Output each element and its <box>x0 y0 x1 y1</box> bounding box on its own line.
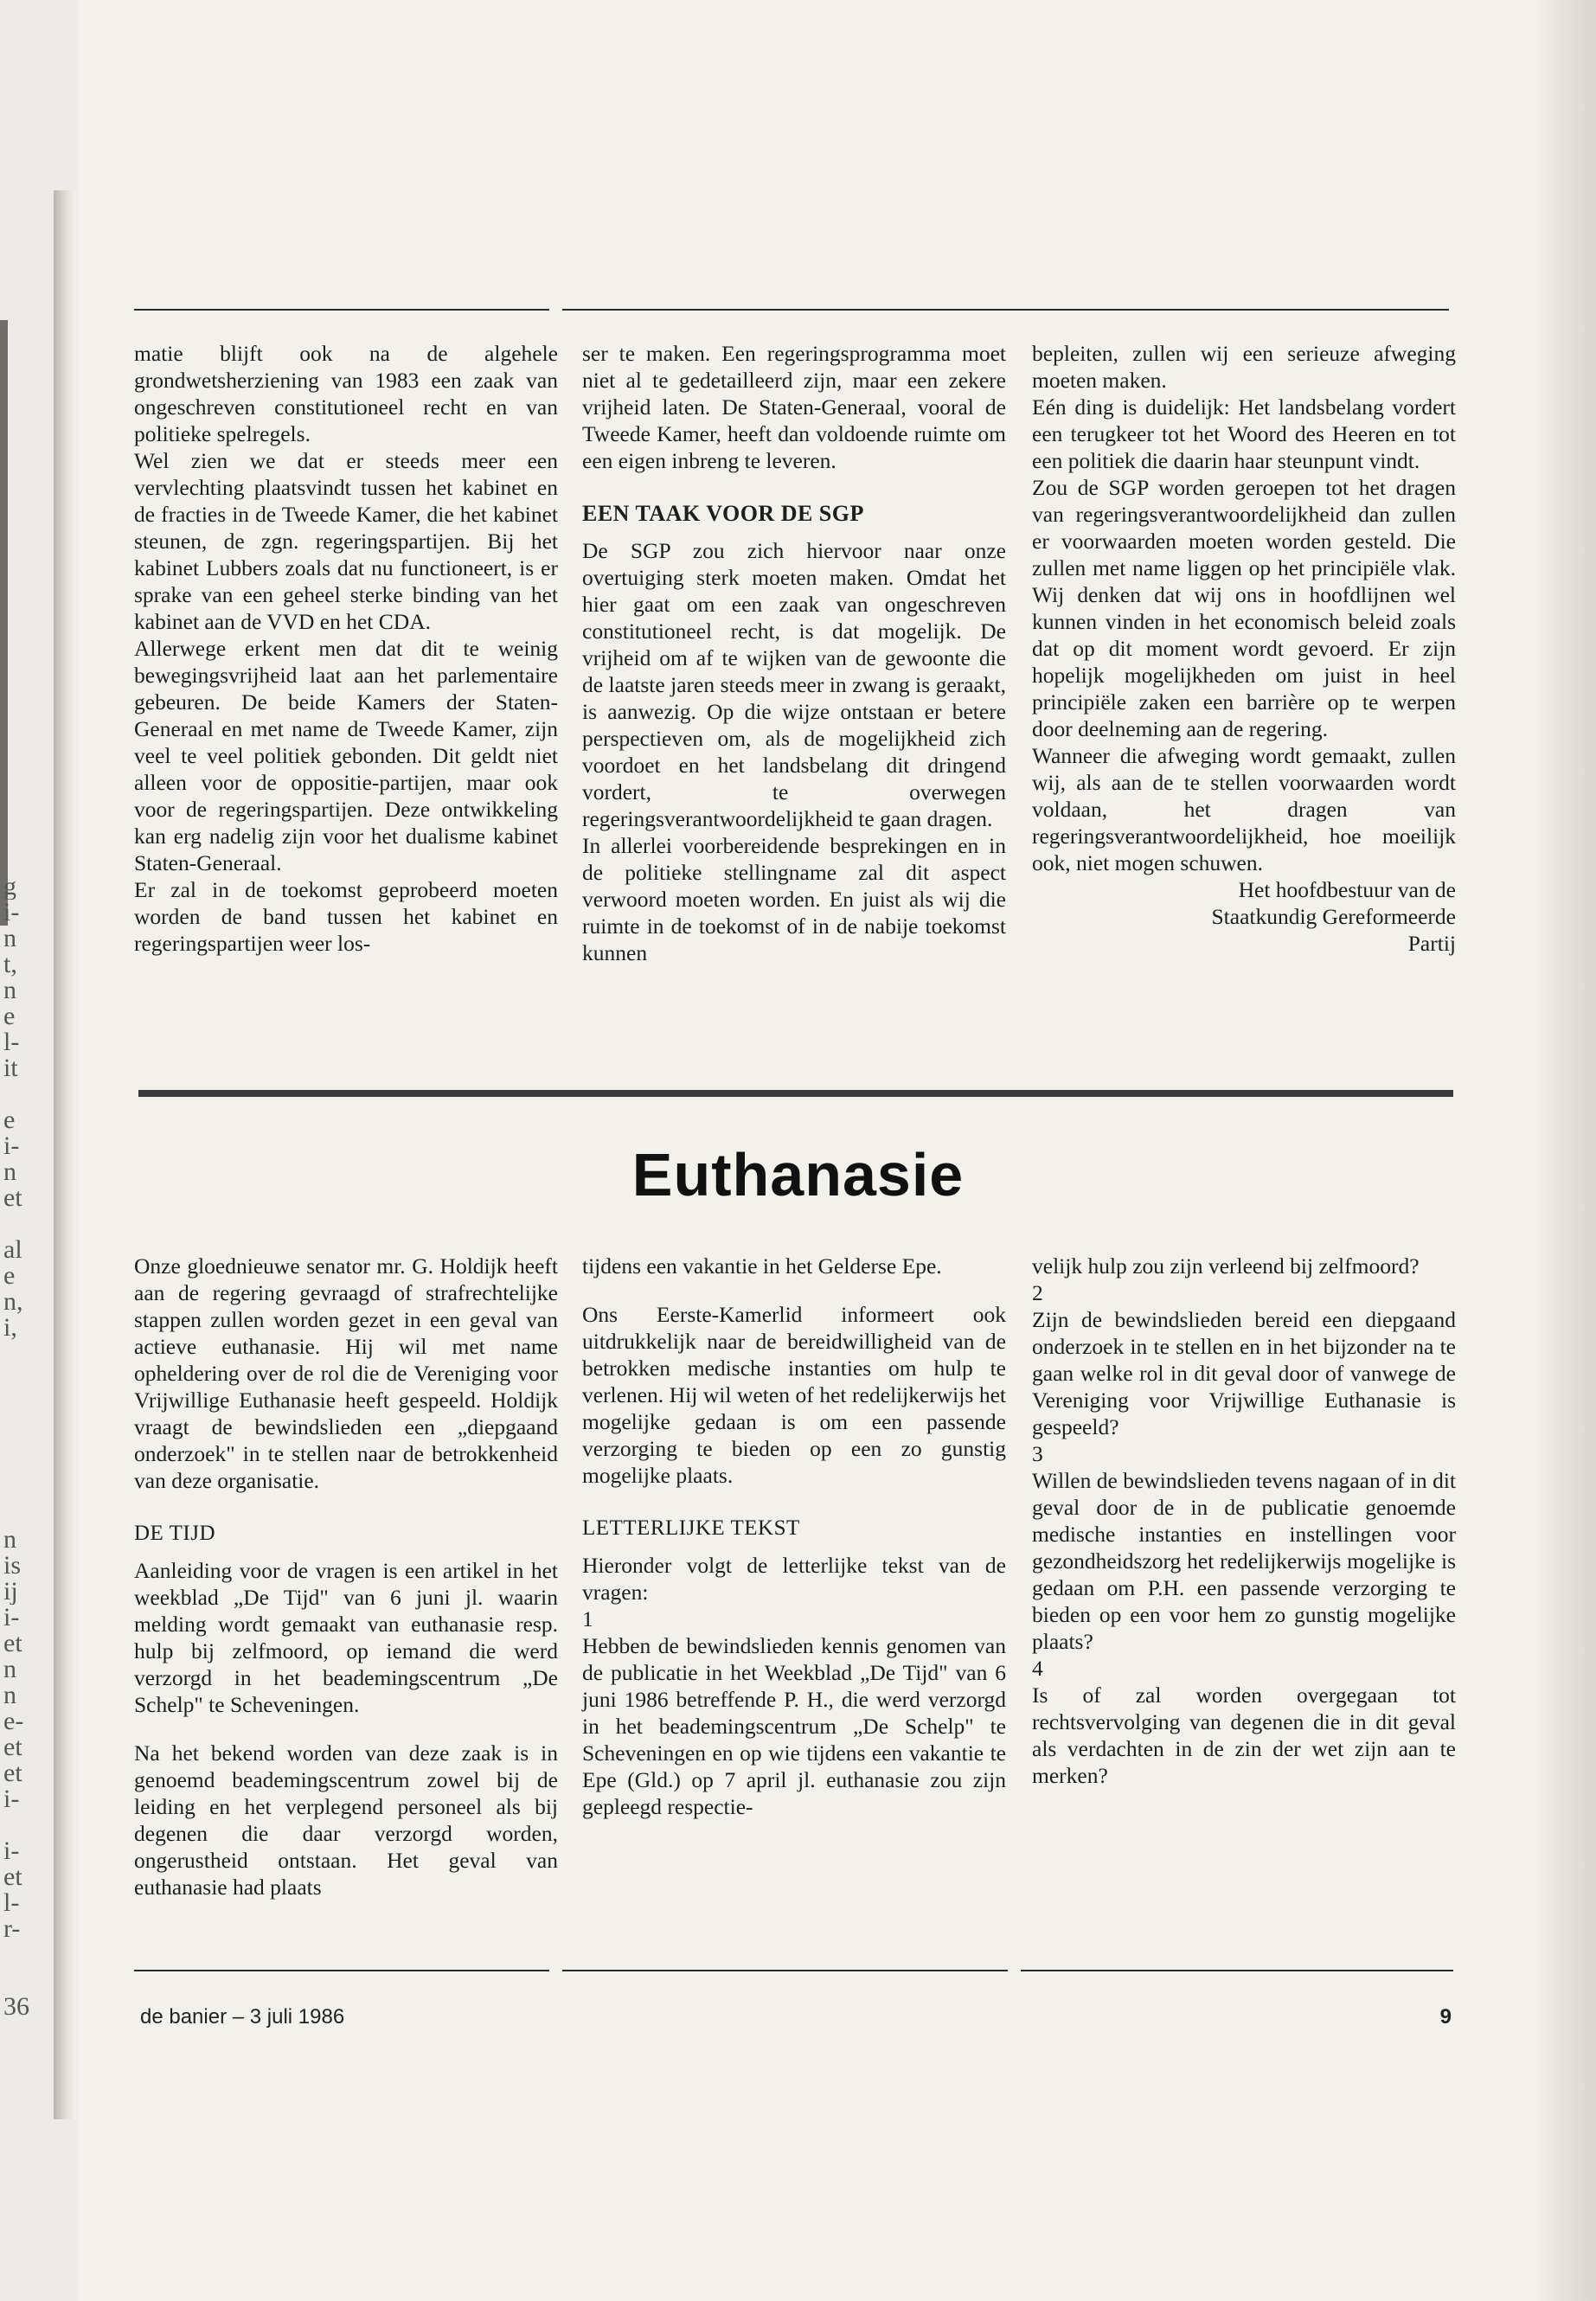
column-bottom-rule <box>1021 1970 1453 1971</box>
paragraph: Zou de SGP worden geroepen tot het dragen van regeringsverantwoordelijkheid dan zullen er voorwaarden moeten worden gesteld. Die zullen met name liggen op het principiële vlak. Wij denken dat wij ons in hoofdlijnen wel kunnen vinden in het economisch beleid zoals dat op dit moment wordt gevoerd. Er zijn hopelijk mogelijkheden om juist in heel principiële zaken een barrière op te werpen door deelneming aan de regering. <box>1032 475 1456 741</box>
margin-fragment: et <box>3 1734 22 1760</box>
margin-fragment: i- <box>3 1605 20 1631</box>
margin-fragment: n <box>3 1657 16 1682</box>
margin-fragment: n <box>3 926 16 952</box>
margin-fragment: n <box>3 1159 16 1185</box>
margin-fragment: al <box>3 1237 22 1263</box>
question-text: Is of zal worden overgegaan tot rechtsvervolging van degenen die in dit geval als verdachten in de zin der wet zijn aan te merken? <box>1032 1682 1456 1788</box>
margin-fragment: g <box>3 874 16 900</box>
margin-fragment: ij <box>3 1579 18 1605</box>
margin-strip-lower <box>3 1527 38 2020</box>
margin-fragment <box>3 1211 38 1237</box>
column-top-rule <box>134 309 549 311</box>
margin-fragment: e <box>3 1003 16 1029</box>
margin-fragment: et <box>3 1185 22 1211</box>
question-text: Willen de bewindslieden tevens nagaan of in dit geval door de in de publicatie genoemde medische instanties en instellingen voor gezondheidszorg het redelijkerwijs mogelijke is gedaan om P.H. een passende verzorging te bieden op een voor hem zo gunstig mogelijke plaats? <box>1032 1468 1456 1654</box>
signature-line: Partij <box>1407 931 1456 956</box>
margin-fragment: t, <box>3 952 17 977</box>
signature-line: Staatkundig Gereformeerde <box>1211 904 1456 929</box>
bottom-article-column-3 <box>1032 1253 1456 1789</box>
margin-fragment: et <box>3 1864 22 1890</box>
column-top-rule <box>562 309 1449 311</box>
margin-fragment: r- <box>3 1916 21 1942</box>
margin-fragment <box>3 1942 38 1968</box>
section-heading: EEN TAAK VOOR DE SGP <box>582 501 864 526</box>
margin-fragment: l- <box>3 1890 20 1916</box>
paragraph: Onze gloednieuwe senator mr. G. Holdijk heeft aan de regering gevraagd of strafrechtelijke stappen zullen worden gezet in een geval van actieve euthanasie. Hij wil met name opheldering over de rol die de Vereniging voor Vrijwillige Euthanasie heeft gespeeld. Holdijk vraagt de bewindslieden een „diepgaand onderzoek" in te stellen naar de betrokkenheid van deze organisatie. <box>134 1253 558 1493</box>
paragraph: Aanleiding voor de vragen is een artikel in het weekblad „De Tijd" van 6 juni jl. waarin melding wordt gemaakt van euthanasie resp. hulp bij zelfmoord, op iemand die werd verzorgd in het beademingscentrum „De Schelp" te Scheveningen. <box>134 1558 558 1717</box>
section-heading: DE TIJD <box>134 1522 216 1545</box>
question-number: 4 <box>1032 1656 1043 1681</box>
paragraph: Allerwege erkent men dat dit te weinig bewegingsvrijheid laat aan het parlementaire gebeuren. De beide Kamers der Staten-Generaal en met name de Tweede Kamer, zijn veel te veel politiek gebonden. Dit geldt niet alleen voor de oppositie-partijen, maar ook voor de regeringspartijen. Deze ontwikkeling kan erg nadelig zijn voor het dualisme kabinet Staten-Generaal. <box>134 636 558 875</box>
margin-fragment: i- <box>3 1786 20 1812</box>
question-text: Zijn de bewindslieden bereid een diepgaand onderzoek in te stellen en in het bijzonder na te gaan welke rol in dit geval door of vanwege de Vereniging voor Vrijwillige Euthanasie is gespeeld? <box>1032 1307 1456 1439</box>
margin-fragment: e <box>3 1263 16 1289</box>
margin-fragment: et <box>3 1760 22 1786</box>
margin-fragment: l- <box>3 1029 20 1055</box>
margin-fragment <box>3 1968 38 1994</box>
question-number: 1 <box>582 1606 593 1631</box>
margin-fragment: e- <box>3 1708 24 1734</box>
paragraph: Eén ding is duidelijk: Het landsbelang vordert een terugkeer tot het Woord des Heeren en tot een politiek die daarin haar steunpunt vindt. <box>1032 394 1456 473</box>
margin-fragment: i- <box>3 1838 20 1864</box>
paragraph: Wanneer die afweging wordt gemaakt, zullen wij, als aan de te stellen voorwaarden wordt voldaan, het dragen van regeringsverantwoordelijkheid, hoe moeilijk ook, niet mogen schuwen. <box>1032 743 1456 875</box>
margin-strip-upper <box>3 874 38 1341</box>
paragraph: Hieronder volgt de letterlijke tekst van de vragen: <box>582 1553 1006 1605</box>
paragraph: bepleiten, zullen wij een serieuze afweging moeten maken. <box>1032 341 1456 393</box>
page-number: 9 <box>1439 2005 1452 2029</box>
top-article-column-2 <box>582 340 1006 966</box>
margin-fragment: n <box>3 1682 16 1708</box>
paragraph: In allerlei voorbereidende besprekingen en in de politieke stellingname zal dit aspect verwoord moeten worden. En juist als wij die ruimte in de toekomst of in de nabije toekomst kunnen <box>582 833 1006 965</box>
question-number: 2 <box>1032 1280 1043 1305</box>
margin-fragment: is <box>3 1553 22 1579</box>
footer-publication: de banier – 3 juli 1986 <box>140 2005 345 2029</box>
margin-fragment: et <box>3 1631 22 1657</box>
paragraph: velijk hulp zou zijn verleend bij zelfmoord? <box>1032 1253 1420 1279</box>
bottom-article-column-2 <box>582 1253 1006 1820</box>
top-article-column-1 <box>134 340 558 957</box>
signature-line: Het hoofdbestuur van de <box>1238 877 1456 902</box>
paragraph: tijdens een vakantie in het Gelderse Epe. <box>582 1253 942 1279</box>
paragraph: Ons Eerste-Kamerlid informeert ook uitdrukkelijk naar de bereidwilligheid van de betrokken medische instanties om hulp te verlenen. Hij wil weten of het redelijkerwijs het mogelijke gedaan is om een passende verzorging te bieden op een zo gunstig mogelijke plaats. <box>582 1302 1006 1488</box>
margin-fragment: n <box>3 1527 16 1553</box>
margin-fragment: n, <box>3 1289 23 1315</box>
margin-fragment <box>3 1812 38 1838</box>
article-headline: Euthanasie <box>631 1141 965 1208</box>
margin-fragment <box>3 1081 38 1107</box>
margin-fragment: 36 <box>3 1994 29 2020</box>
margin-fragment: it <box>3 1055 18 1081</box>
bottom-article-column-1 <box>134 1253 558 1900</box>
question-text: Hebben de bewindslieden kennis genomen van de publicatie in het Weekblad „De Tijd" van 6 juni 1986 betreffende P. H., die werd verzorgd in het beademingscentrum „De Schelp" te Scheveningen en op wie tijdens een vakantie te Epe (Gld.) op 7 april jl. euthanasie zou zijn gepleegd respectie- <box>582 1633 1006 1819</box>
margin-fragment: n <box>3 977 16 1003</box>
paragraph: Na het bekend worden van deze zaak is in genoemd beademingscentrum zowel bij de leiding en het verplegend personeel als bij degenen die daar verzorgd worden, ongerustheid ontstaan. Het geval van euthanasie had plaats <box>134 1740 558 1900</box>
column-bottom-rule <box>134 1970 549 1971</box>
paragraph: Er zal in de toekomst geprobeerd moeten worden de band tussen het kabinet en regeringspartijen weer los- <box>134 877 558 956</box>
column-bottom-rule <box>562 1970 1008 1971</box>
question-number: 3 <box>1032 1441 1043 1466</box>
article-separator <box>138 1090 1453 1097</box>
margin-fragment: i- <box>3 1133 20 1159</box>
paragraph: Wel zien we dat er steeds meer een vervlechting plaatsvindt tussen het kabinet en de fracties in de Tweede Kamer, die het kabinet steunen, de zgn. regeringspartijen. Bij het kabinet Lubbers zoals dat nu functioneert, is er sprake van een geheel sterke binding van het kabinet aan de VVD en het CDA. <box>134 448 558 634</box>
margin-fragment: e <box>3 1107 16 1133</box>
margin-fragment: i- <box>3 900 20 926</box>
spine-dark-edge <box>0 320 8 926</box>
top-article-column-3 <box>1032 340 1456 957</box>
paragraph: matie blijft ook na de algehele grondwetsherziening van 1983 een zaak van ongeschreven constitutioneel recht en van politieke spelregels. <box>134 341 558 446</box>
paragraph: ser te maken. Een regeringsprogramma moet niet al te gedetailleerd zijn, maar een zekere vrijheid laten. De Staten-Generaal, vooral de Tweede Kamer, heeft dan voldoende ruimte om een eigen inbreng te leveren. <box>582 341 1006 473</box>
paragraph: De SGP zou zich hiervoor naar onze overtuiging sterk moeten maken. Omdat het hier gaat om een zaak van ongeschreven constitutioneel recht, is dat mogelijk. De vrijheid om af te wijken van de gewoonte die de laatste jaren steeds meer in zwang is geraakt, is aanwezig. Op die wijze ontstaan er betere perspectieven om, als de mogelijkheid zich voordoet en het landsbelang dit dringend vordert, te overwegen regeringsverantwoordelijkheid te gaan dragen. <box>582 538 1006 831</box>
margin-fragment: i, <box>3 1315 17 1341</box>
section-heading: LETTERLIJKE TEKST <box>582 1516 800 1540</box>
